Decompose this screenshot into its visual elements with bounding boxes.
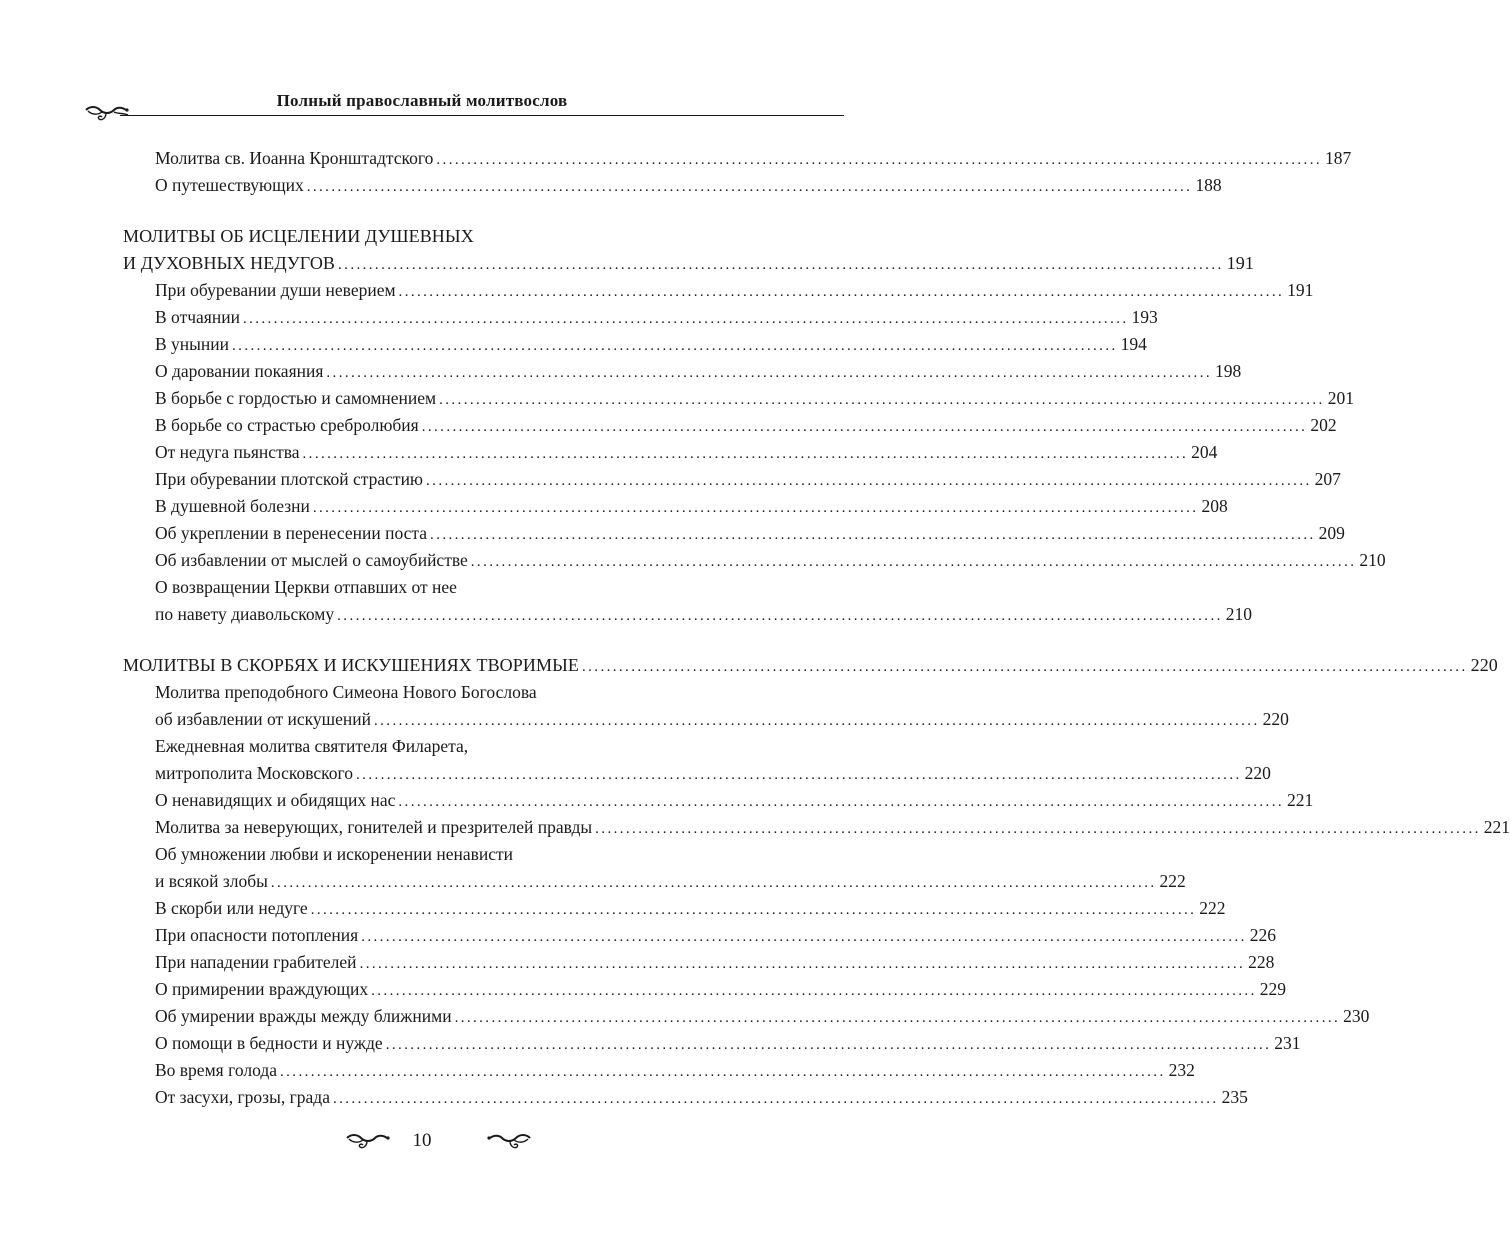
toc-entry[interactable]: От недуга пьянства ................................................................................................................................................ 204 <box>155 442 1218 462</box>
toc-entry[interactable]: О примирении враждующих ................................................................................................................................................ 229 <box>155 979 1286 999</box>
toc-section-heading[interactable]: И ДУХОВНЫХ НЕДУГОВ ................................................................................................................................................ 191 <box>123 253 1254 273</box>
toc-entry[interactable]: В душевной болезни ................................................................................................................................................ 208 <box>155 496 1228 516</box>
toc-entry[interactable]: В борьбе со страстью сребролюбия ................................................................................................................................................ 202 <box>155 415 1337 435</box>
toc-entry[interactable]: При обуревании души неверием ................................................................................................................................................ 191 <box>155 280 1314 300</box>
toc-entry[interactable]: При нападении грабителей ................................................................................................................................................ 228 <box>155 952 1275 972</box>
toc-entry[interactable]: В скорби или недуге ................................................................................................................................................ 222 <box>155 898 1226 918</box>
running-title: Полный православный молитвослов <box>276 91 568 110</box>
toc-entry-first-line: Об умножении любви и искоренении ненависти <box>155 844 514 864</box>
toc-entry[interactable]: О помощи в бедности и нужде ................................................................................................................................................ 231 <box>155 1033 1301 1053</box>
toc-entry[interactable]: и всякой злобы ................................................................................................................................................ 222 <box>155 871 1186 891</box>
header-rule <box>120 115 844 116</box>
toc-entry-first-line: Ежедневная молитва святителя Филарета, <box>155 736 469 756</box>
toc-entry[interactable]: При опасности потопления ................................................................................................................................................ 226 <box>155 925 1277 945</box>
toc-entry[interactable]: Об умирении вражды между ближними ................................................................................................................................................ 230 <box>155 1006 1370 1026</box>
toc-entry[interactable]: Об избавлении от мыслей о самоубийстве ................................................................................................................................................ 210 <box>155 550 1386 570</box>
toc-entry[interactable]: Молитва св. Иоанна Кронштадтского ................................................................................................................................................ 187 <box>155 148 1352 168</box>
toc-entry[interactable]: В отчаянии ................................................................................................................................................ 193 <box>155 307 1158 327</box>
toc-entry[interactable]: От засухи, грозы, града ................................................................................................................................................ 235 <box>155 1087 1248 1107</box>
toc-entry[interactable]: Во время голода ................................................................................................................................................ 232 <box>155 1060 1195 1080</box>
toc-entry[interactable]: О ненавидящих и обидящих нас ................................................................................................................................................ 221 <box>155 790 1314 810</box>
toc-entry[interactable]: митрополита Московского ................................................................................................................................................ 220 <box>155 763 1271 783</box>
toc-entry[interactable]: В борьбе с гордостью и самомнением ................................................................................................................................................ 201 <box>155 388 1354 408</box>
toc-entry[interactable]: по навету диавольскому ................................................................................................................................................ 210 <box>155 604 1252 624</box>
page-number: 10 <box>412 1130 432 1151</box>
toc-entry[interactable]: При обуревании плотской страстию ................................................................................................................................................ 207 <box>155 469 1341 489</box>
toc-entry[interactable]: Об укреплении в перенесении поста ................................................................................................................................................ 209 <box>155 523 1345 543</box>
toc-entry[interactable]: Молитва за неверующих, гонителей и презрителей правды ................................................................................................................................................ 221 <box>155 817 1510 837</box>
toc-section-heading: МОЛИТВЫ ОБ ИСЦЕЛЕНИИ ДУШЕВНЫХ <box>123 226 474 246</box>
toc-entry[interactable]: В унынии ................................................................................................................................................ 194 <box>155 334 1147 354</box>
toc-entry-first-line: О возвращении Церкви отпавших от нее <box>155 577 457 597</box>
flourish-ornament-icon <box>84 104 132 126</box>
toc-entry[interactable]: О путешествующих ................................................................................................................................................ 188 <box>155 175 1222 195</box>
running-header <box>0 0 844 130</box>
toc-section-heading[interactable]: МОЛИТВЫ В СКОРБЯХ И ИСКУШЕНИЯХ ТВОРИМЫЕ ................................................................................................................................................ 220 <box>123 655 1498 675</box>
toc-entry[interactable]: О даровании покаяния ................................................................................................................................................ 198 <box>155 361 1242 381</box>
toc-entry-first-line: Молитва преподобного Симеона Нового Богослова <box>155 682 537 702</box>
toc-entry[interactable]: об избавлении от искушений ................................................................................................................................................ 220 <box>155 709 1289 729</box>
flourish-ornament-icon <box>486 1132 532 1154</box>
